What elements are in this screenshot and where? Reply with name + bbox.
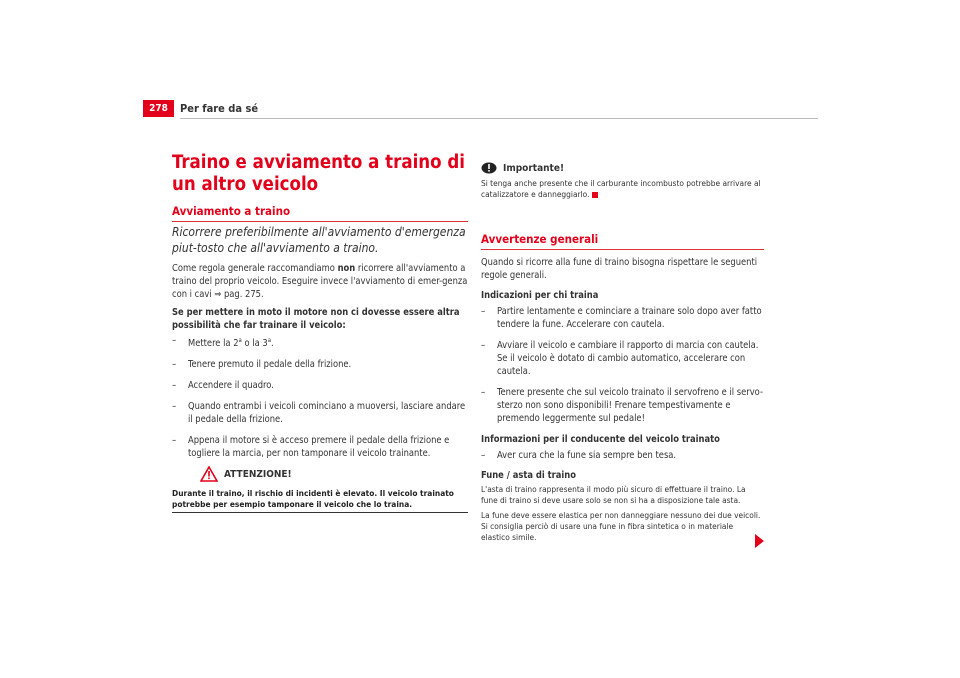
procedure-steps	[172, 334, 468, 468]
superscript: a	[267, 337, 272, 344]
important-note	[481, 162, 764, 200]
header-title: Per fare da sé	[180, 102, 259, 115]
page-title: Traino e avviamento a traino di un altro veicolo	[172, 152, 465, 195]
tow-rope-heading: Fune / asta di traino	[481, 470, 576, 481]
list-item: – Tenere premuto il pedale della frizione.	[172, 359, 352, 371]
driver-instructions	[481, 305, 764, 425]
superscript: a	[238, 337, 242, 344]
step-text: .	[271, 338, 274, 350]
list-item: – Avviare il veicolo e cambiare il rapporto di marcia con cautela. Se il veicolo è dotato di cambio automatico, accelerare con cautela.	[481, 340, 759, 377]
section-heading-tow-start: Avviamento a traino	[172, 204, 468, 222]
warning-title: ATTENZIONE!	[224, 468, 292, 480]
list-item: – Accendere il quadro.	[172, 380, 274, 392]
list-item: – Aver cura che la fune sia sempre ben tesa.	[481, 450, 677, 461]
paragraph-text: Come regola generale raccomandiamo	[172, 263, 338, 274]
step-text: Appena il motore si è acceso premere il pedale della frizione e togliere la marcia, per non tamponare il veicolo trainante.	[188, 435, 450, 460]
header-divider	[180, 118, 818, 119]
important-title: Importante!	[503, 162, 565, 174]
paragraph-text: Quando si ricorre alla fune di traino bisogna rispettare le seguenti regole generali.	[481, 257, 758, 281]
warning-text: Durante il traino, il rischio di incidenti è elevato. Il veicolo trainato potrebbe per esempio tamponare il veicolo che lo traina.	[172, 488, 454, 509]
intro-text: Ricorrere preferibilmente all'avviamento d'emergenza piut-tosto che all'avviamento a traino.	[172, 225, 466, 255]
instruction-text: Aver cura che la fune sia sempre ben tesa.	[497, 450, 677, 461]
step-text: Accendere il quadro.	[188, 380, 274, 392]
list-item: – Mettere la 2$^a$ o la 3$^a$.	[172, 335, 274, 350]
paragraph-text: La fune deve essere elastica per non danneggiare nessuno dei due veicoli. Si consiglia perciò di usare una fune in fibra sintetica o in materiale elastico simile.	[481, 510, 761, 542]
list-item: – Partire lentamente e cominciare a trainare solo dopo aver fatto tendere la fune. Accelerare con cautela.	[481, 306, 762, 330]
towed-driver-instructions	[481, 449, 764, 462]
warning-box	[172, 466, 468, 513]
driver-heading: Indicazioni per chi traina	[481, 290, 599, 301]
instruction-text: Partire lentamente e cominciare a trainare solo dopo aver fatto tendere la fune. Accelerare con cautela.	[497, 306, 762, 330]
important-body: Si tenga anche presente che il carburante incombusto potrebbe arrivare al catalizzatore e danneggiarlo.	[481, 178, 761, 199]
procedure-heading: Se per mettere in moto il motore non ci dovesse essere altra possibilità che far trainare il veicolo:	[172, 307, 460, 331]
section-heading-general-notes: Avvertenze generali	[481, 232, 764, 250]
instruction-text: Avviare il veicolo e cambiare il rapporto di marcia con cautela. Se il veicolo è dotato di cambio automatico, accelerare con cautela.	[497, 340, 759, 377]
warning-triangle-icon	[200, 466, 218, 482]
continue-arrow-icon	[755, 534, 764, 548]
emphasis-text: non	[337, 263, 356, 274]
important-icon	[481, 162, 497, 174]
page-number: 278	[143, 100, 174, 117]
list-item: – Quando entrambi i veicoli cominciano a muoversi, lasciare andare il pedale della frizione.	[172, 401, 466, 426]
step-text: Mettere la 2	[188, 338, 239, 350]
step-text: Quando entrambi i veicoli cominciano a muoversi, lasciare andare il pedale della frizione.	[188, 401, 466, 426]
towed-driver-heading: Informazioni per il conducente del veicolo trainato	[481, 434, 720, 445]
step-text: Tenere premuto il pedale della frizione.	[188, 359, 352, 371]
list-item: – Tenere presente che sul veicolo trainato il servofreno e il servo-sterzo non sono disponibili! Frenare tempestivamente e premendo leggermente sul pedale!	[481, 387, 763, 424]
important-text	[481, 178, 764, 200]
step-text: o la 3	[241, 338, 268, 350]
paragraph-recommendation	[172, 262, 468, 301]
paragraph-text: L'asta di traino rappresenta il modo più sicuro di effettuare il traino. La fune di traino si deve usare solo se non si ha a disposizione tale asta.	[481, 484, 746, 505]
paragraph-text: ricorrere all'avviamento a traino del proprio veicolo. Eseguire invece l'avviamento di emer-genza con i cavi ⇒ pag. 275.	[172, 263, 468, 300]
end-mark-icon	[592, 192, 598, 198]
instruction-text: Tenere presente che sul veicolo trainato il servofreno e il servo-sterzo non sono disponibili! Frenare tempestivamente e premendo leggermente sul pedale!	[497, 387, 763, 424]
general-notes-body	[481, 256, 764, 543]
list-item: – Appena il motore si è acceso premere il pedale della frizione e togliere la marcia, per non tamponare il veicolo trainante.	[172, 435, 450, 460]
